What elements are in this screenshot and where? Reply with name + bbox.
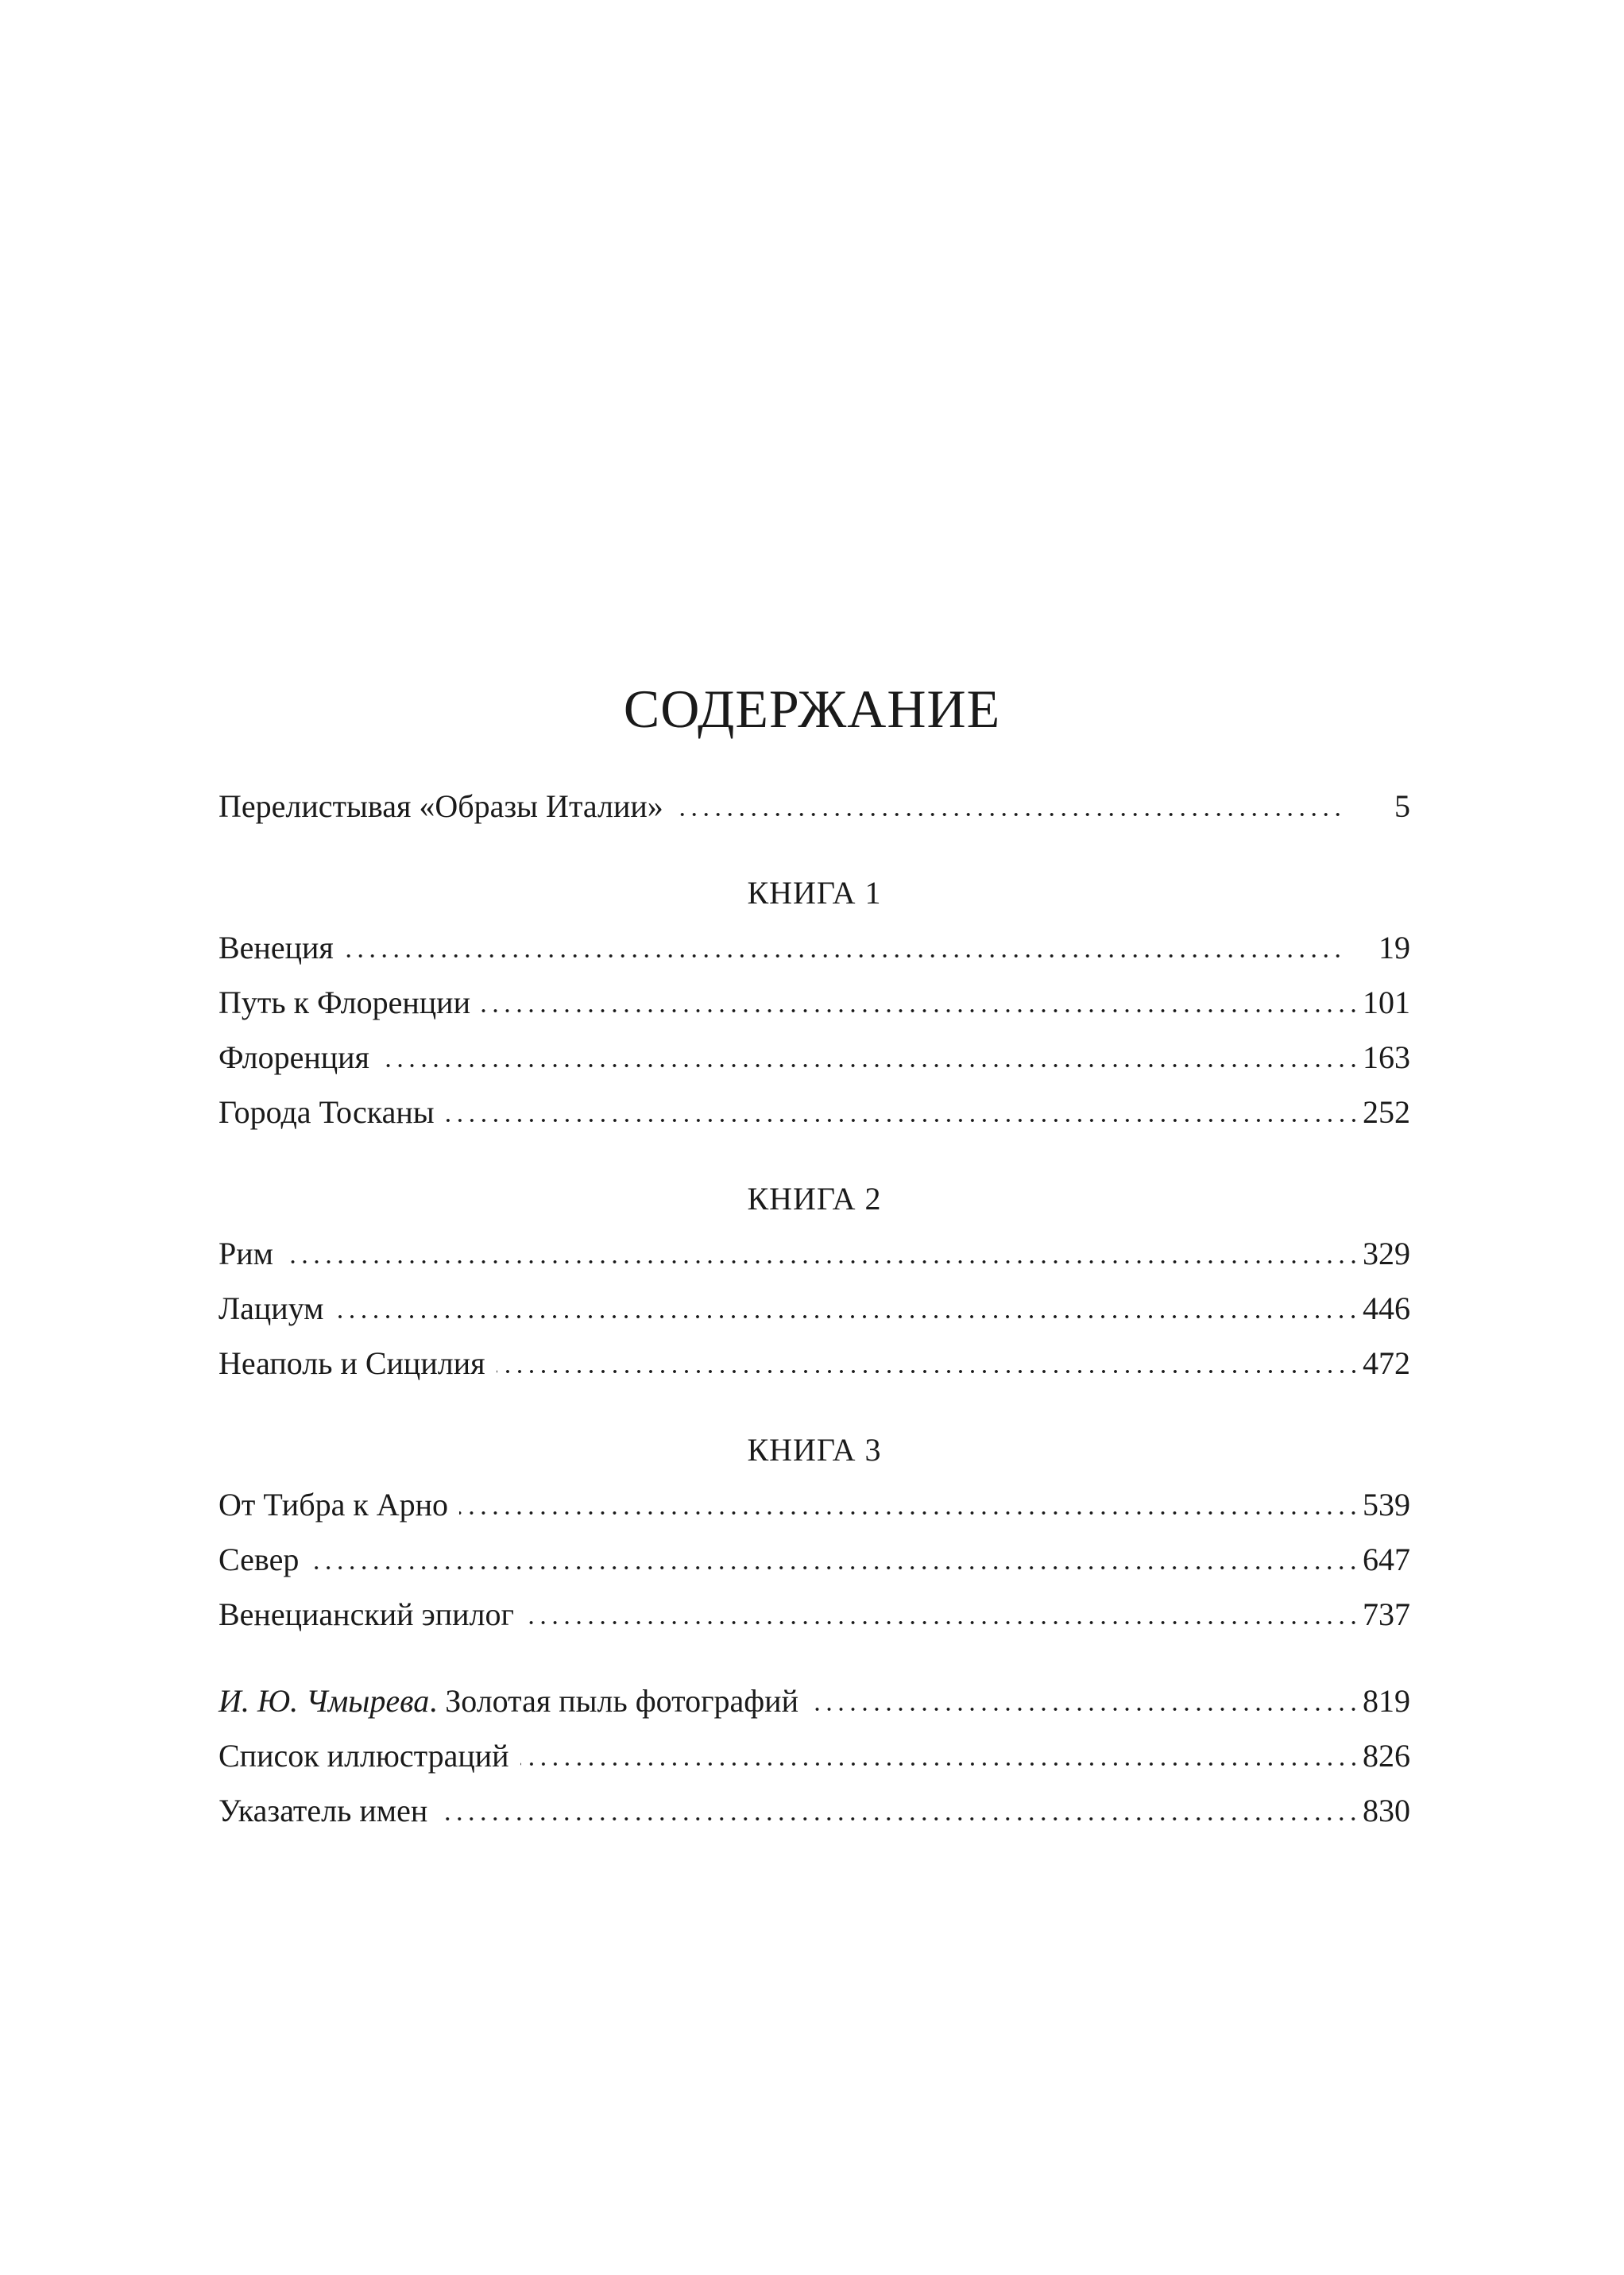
dot-leader <box>525 1620 1359 1625</box>
dot-leader <box>284 1259 1359 1264</box>
toc-entry[interactable] <box>218 1281 1410 1336</box>
toc-entry-label: Указатель имен <box>218 1793 428 1828</box>
toc-entry-page: 5 <box>1394 788 1410 824</box>
toc-entry-label: От Тибра к Арно <box>218 1487 449 1522</box>
dot-leader <box>310 1565 1359 1570</box>
toc-entry-label: Города Тосканы <box>218 1094 435 1130</box>
toc-entry-title: . Золотая пыль фотографий <box>429 1683 798 1719</box>
book-heading: КНИГА 1 <box>747 875 882 911</box>
section-gap <box>218 1642 1410 1673</box>
toc-entry-page: 539 <box>1363 1487 1410 1522</box>
dot-leader <box>446 1118 1359 1123</box>
toc-entry[interactable] <box>218 975 1410 1030</box>
dot-leader <box>481 1008 1359 1013</box>
toc-entry[interactable] <box>218 1673 1410 1728</box>
dot-leader <box>810 1707 1359 1712</box>
toc-entry[interactable] <box>218 920 1410 975</box>
dot-leader <box>334 1314 1359 1319</box>
toc-entry-page: 101 <box>1363 985 1410 1020</box>
toc-entry-page: 826 <box>1363 1738 1410 1774</box>
dot-leader <box>459 1511 1359 1515</box>
toc-entry[interactable] <box>218 1477 1410 1532</box>
toc-entry[interactable] <box>218 1336 1410 1391</box>
toc-entry-label: Север <box>218 1542 300 1577</box>
toc-entry[interactable] <box>218 779 1410 834</box>
toc-entry-label: Неаполь и Сицилия <box>218 1345 485 1381</box>
toc-entry-page: 163 <box>1363 1039 1410 1075</box>
book-heading: КНИГА 3 <box>747 1432 882 1468</box>
toc-entry-author: И. Ю. Чмырева <box>218 1683 430 1719</box>
toc-entry-label: Рим <box>218 1236 273 1271</box>
toc-entry-label: Флоренция <box>218 1039 369 1075</box>
toc-entry-page: 647 <box>1363 1542 1410 1577</box>
toc-entry-label: Список иллюстраций <box>218 1738 509 1774</box>
toc-entry-page: 737 <box>1363 1596 1410 1632</box>
toc-entry[interactable] <box>218 1728 1410 1783</box>
toc-entry[interactable] <box>218 1030 1410 1085</box>
table-of-contents <box>218 779 1410 1838</box>
book-heading: КНИГА 2 <box>747 1181 882 1217</box>
toc-entry[interactable] <box>218 1532 1410 1587</box>
dot-leader <box>345 954 1344 958</box>
toc-entry-page: 819 <box>1363 1683 1410 1719</box>
toc-entry-page: 19 <box>1378 930 1410 965</box>
dot-leader <box>439 1817 1359 1821</box>
toc-entry[interactable] <box>218 1783 1410 1838</box>
toc-entry-label: Лациум <box>218 1290 324 1326</box>
toc-entry[interactable] <box>218 1587 1410 1642</box>
toc-entry-label: Венецианский эпилог <box>218 1596 514 1632</box>
toc-entry[interactable] <box>218 1226 1410 1281</box>
toc-entry-label: Перелистывая «Образы Италии» <box>218 788 663 824</box>
toc-entry-page: 329 <box>1363 1236 1410 1271</box>
toc-entry-page: 830 <box>1363 1793 1410 1828</box>
toc-entry-label <box>218 1673 810 1728</box>
dot-leader <box>381 1063 1359 1068</box>
page-title: СОДЕРЖАНИЕ <box>623 679 1001 739</box>
toc-entry-label: Путь к Флоренции <box>218 985 470 1020</box>
dot-leader <box>497 1369 1359 1374</box>
toc-entry-page: 446 <box>1363 1290 1410 1326</box>
toc-entry[interactable] <box>218 1085 1410 1139</box>
dot-leader <box>520 1762 1359 1766</box>
toc-entry-label: Венеция <box>218 930 334 965</box>
toc-entry-page: 472 <box>1363 1345 1410 1381</box>
dot-leader <box>675 812 1344 817</box>
toc-entry-page: 252 <box>1363 1094 1410 1130</box>
